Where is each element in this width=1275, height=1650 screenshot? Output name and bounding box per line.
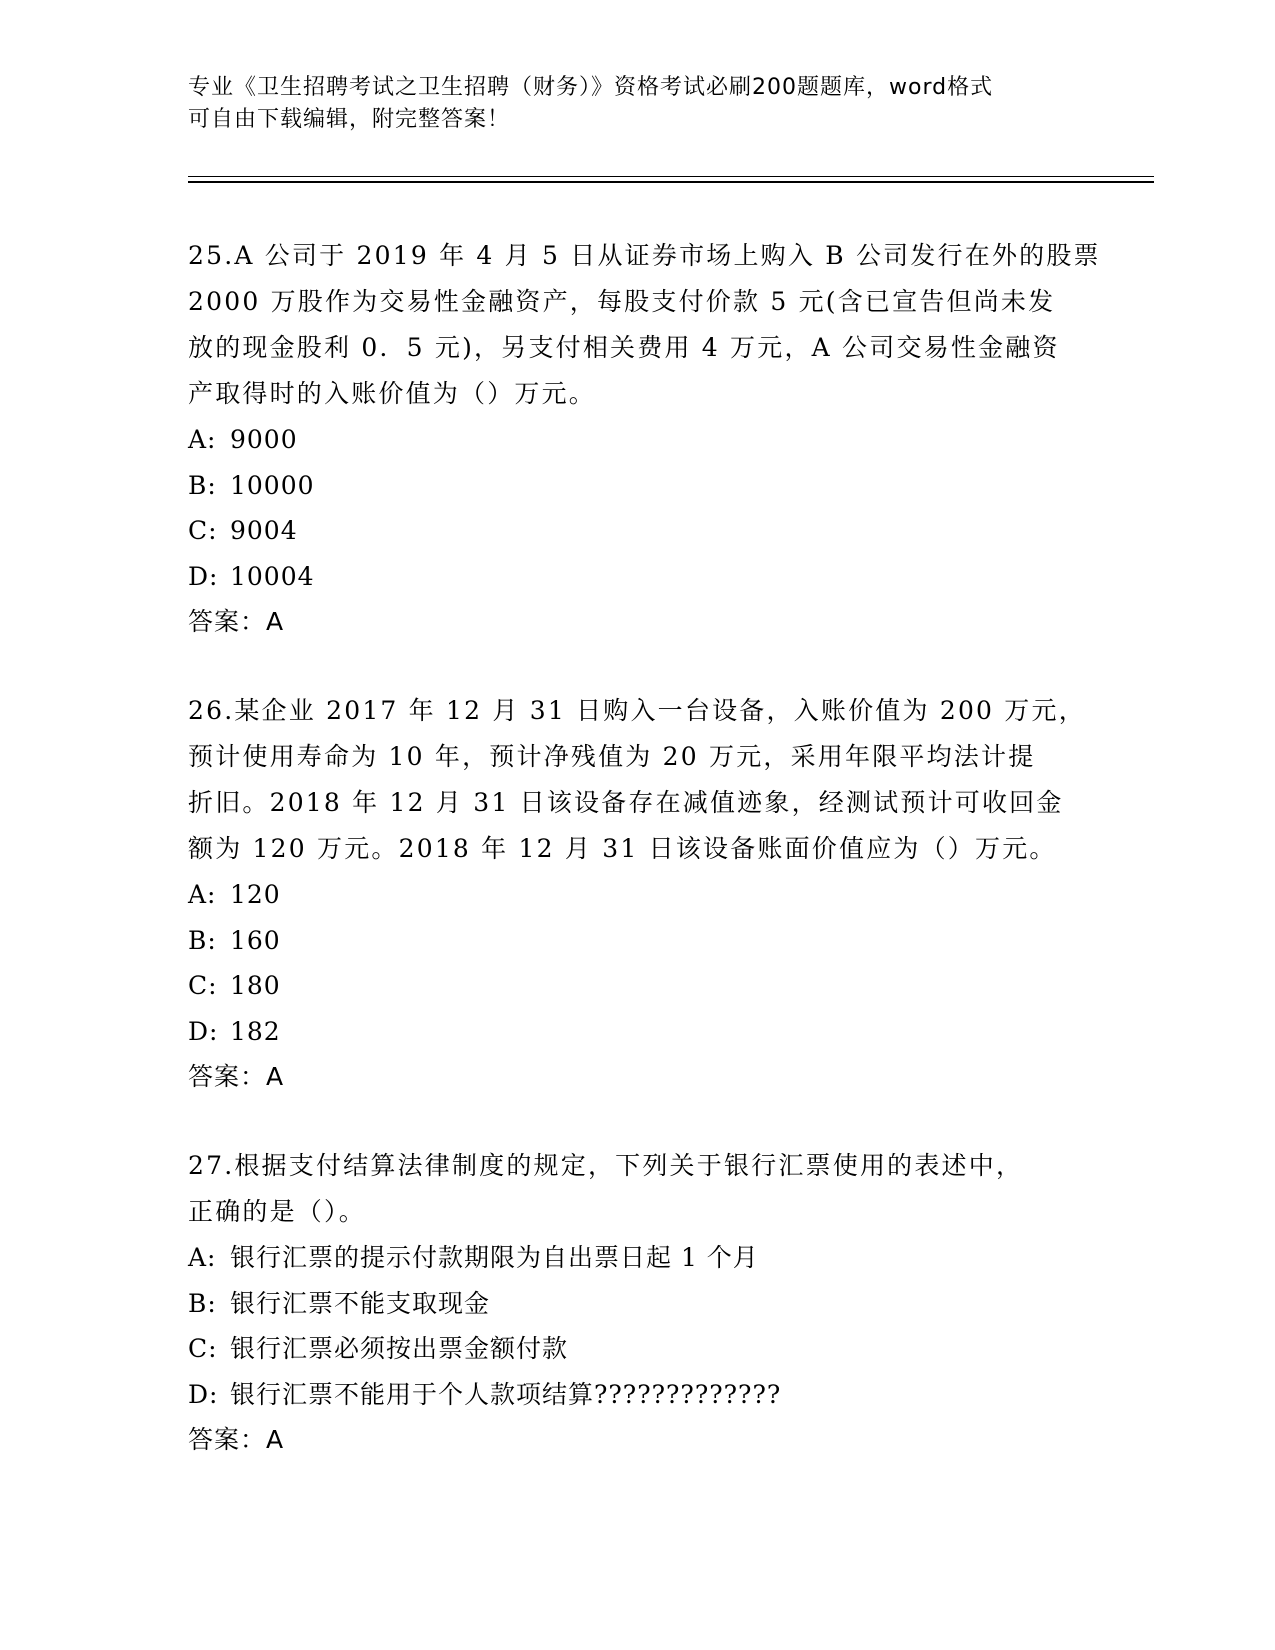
stem-line: 放的现金股利 0．5 元)，另支付相关费用 4 万元，A 公司交易性金融资 — [188, 333, 1060, 362]
option-key: C: — [188, 516, 218, 545]
option-text: 182 — [230, 1016, 281, 1046]
option-text: 银行汇票的提示付款期限为自出票日起 1 个月 — [230, 1243, 759, 1272]
question-26 — [188, 688, 1088, 1100]
question-25 — [188, 233, 1101, 645]
option-text: 180 — [230, 971, 281, 1000]
option-key: B: — [188, 470, 217, 500]
question-stem — [188, 1143, 1088, 1235]
option-key: C: — [188, 971, 218, 1000]
stem-line: 25.A 公司于 2019 年 4 月 5 日从证券市场上购入 B 公司发行在外的股票 — [188, 241, 1101, 270]
option-c — [188, 508, 1088, 554]
option-d — [188, 554, 1088, 600]
option-b — [188, 463, 1088, 509]
option-text: 10004 — [230, 561, 315, 591]
question-stem — [188, 233, 1101, 417]
stem-line: 26.某企业 2017 年 12 月 31 日购入一台设备，入账价值为 200 万元， — [188, 696, 1086, 725]
header-line-2: 可自由下载编辑，附完整答案！ — [188, 107, 511, 132]
option-text: 银行汇票不能支取现金 — [230, 1288, 491, 1318]
option-a — [188, 872, 1088, 918]
stem-line: 折旧。2018 年 12 月 31 日该设备存在减值迹象，经测试预计可收回金 — [188, 788, 1064, 817]
option-b — [188, 1281, 1088, 1327]
option-d — [188, 1372, 1088, 1418]
stem-line: 预计使用寿命为 10 年，预计净残值为 20 万元，采用年限平均法计提 — [188, 742, 1036, 771]
option-key: D: — [188, 1016, 219, 1046]
header-line-1: 专业《卫生招聘考试之卫生招聘（财务）》资格考试必刷200题题库，word格式 — [188, 75, 994, 100]
option-c — [188, 963, 1088, 1009]
option-text: 120 — [230, 880, 281, 909]
stem-line: 27.根据支付结算法律制度的规定，下列关于银行汇票使用的表述中， — [188, 1151, 1024, 1180]
option-key: C: — [188, 1334, 218, 1363]
option-key: A: — [188, 425, 217, 454]
option-a — [188, 1235, 1088, 1281]
option-key: A: — [188, 880, 217, 909]
option-b — [188, 918, 1088, 964]
stem-line: 额为 120 万元。2018 年 12 月 31 日该设备账面价值应为（）万元。 — [188, 834, 1057, 863]
option-key: B: — [188, 1288, 217, 1318]
option-text: 9004 — [230, 516, 298, 545]
option-d — [188, 1009, 1088, 1055]
document-header — [188, 72, 1088, 136]
answer-line: 答案：A — [188, 1062, 285, 1091]
option-text: 160 — [230, 925, 281, 955]
option-text: 9000 — [230, 425, 298, 454]
option-a — [188, 417, 1088, 463]
option-text: 银行汇票必须按出票金额付款 — [230, 1334, 569, 1363]
option-c — [188, 1326, 1088, 1372]
answer-line: 答案：A — [188, 1425, 285, 1454]
option-key: D: — [188, 1379, 219, 1409]
stem-line: 正确的是（）。 — [188, 1197, 366, 1226]
header-divider-thick — [188, 181, 1154, 183]
answer-line: 答案：A — [188, 607, 285, 636]
question-stem — [188, 688, 1088, 872]
option-text: 10000 — [230, 470, 315, 500]
question-27 — [188, 1143, 1088, 1463]
option-key: B: — [188, 925, 217, 955]
stem-line: 2000 万股作为交易性金融资产，每股支付价款 5 元(含已宣告但尚未发 — [188, 287, 1056, 316]
option-text: 银行汇票不能用于个人款项结算????????????? — [230, 1379, 782, 1409]
option-key: A: — [188, 1243, 217, 1272]
stem-line: 产取得时的入账价值为（）万元。 — [188, 379, 597, 408]
header-divider-thin — [188, 176, 1154, 177]
option-key: D: — [188, 561, 219, 591]
